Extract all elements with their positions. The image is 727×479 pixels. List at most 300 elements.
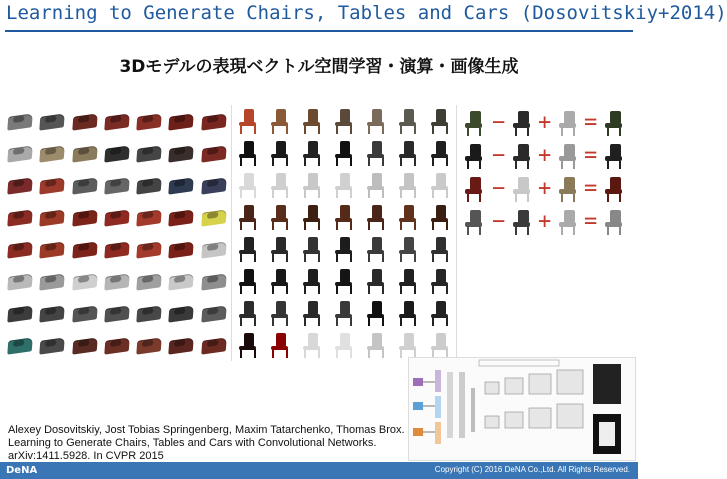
chair-leg [350, 285, 352, 294]
chair-leg [240, 285, 242, 294]
chair-leg [382, 285, 384, 294]
arithmetic-chair-image [600, 207, 628, 237]
chair-leg [368, 189, 370, 198]
car-shape [169, 305, 195, 323]
chair-leg [382, 349, 384, 358]
chair-back [340, 109, 350, 122]
chair-leg [432, 157, 434, 166]
chair-leg [619, 227, 621, 235]
chair-back [404, 237, 414, 250]
chair-thumbnail [232, 265, 264, 297]
chair-thumbnail [360, 265, 392, 297]
chair-leg [318, 349, 320, 358]
car-thumbnail [101, 329, 133, 361]
chair-back [372, 237, 382, 250]
chair-leg [561, 128, 563, 136]
chair-leg [414, 157, 416, 166]
chair-thumbnail [360, 105, 392, 137]
citation-authors: Alexey Dosovitskiy, Jost Tobias Springenberg, Maxim Tatarchenko, Thomas Brox. [8, 424, 405, 436]
car-shape [169, 241, 195, 259]
chair-leg [272, 189, 274, 198]
chair-leg [254, 221, 256, 230]
car-shape [7, 305, 33, 323]
chair-leg [254, 349, 256, 358]
car-shape [104, 305, 130, 323]
chair-leg [304, 189, 306, 198]
chair-leg [573, 194, 575, 202]
chair-leg [350, 349, 352, 358]
paper-citation [8, 424, 408, 463]
chair-back [244, 173, 254, 186]
car-thumbnail [4, 329, 36, 361]
chair-leg [272, 125, 274, 134]
car-thumbnail [69, 201, 101, 233]
chair-thumbnail [360, 169, 392, 201]
chair-thumbnail [296, 105, 328, 137]
car-thumbnail [36, 265, 68, 297]
chair-leg [414, 221, 416, 230]
rgb-output-image [593, 364, 621, 404]
chair-leg [286, 285, 288, 294]
chair-leg [382, 253, 384, 262]
chair-leg [400, 221, 402, 230]
chair-leg [527, 161, 529, 169]
chair-leg [240, 349, 242, 358]
chair-leg [467, 128, 469, 136]
chair-leg [382, 317, 384, 326]
chair-leg [414, 253, 416, 262]
chair-leg [286, 125, 288, 134]
chair-leg [446, 125, 448, 134]
chair-back [308, 269, 318, 282]
chair-thumbnail [360, 297, 392, 329]
chair-leg [400, 189, 402, 198]
car-shape [72, 113, 98, 131]
chair-leg [336, 221, 338, 230]
chair-back [404, 109, 414, 122]
upconv-blocks [485, 370, 583, 428]
chair-leg [432, 285, 434, 294]
chair-thumbnail [232, 329, 264, 361]
car-shape [72, 241, 98, 259]
chair-thumbnail [360, 137, 392, 169]
chair-leg [336, 189, 338, 198]
car-shape [169, 145, 195, 163]
car-thumbnail [4, 233, 36, 265]
car-thumbnail [133, 265, 165, 297]
arithmetic-chair-image [508, 207, 536, 237]
chair-leg [400, 253, 402, 262]
plus-operator: + [538, 143, 552, 168]
chair-leg [350, 317, 352, 326]
chair-thumbnail [424, 201, 456, 233]
chair-thumbnail [264, 201, 296, 233]
car-thumbnail [198, 233, 230, 265]
chair-leg [368, 253, 370, 262]
chair-leg [336, 157, 338, 166]
chair-leg [336, 125, 338, 134]
chair-back [404, 205, 414, 218]
fc-layers [423, 382, 435, 432]
dena-logo: DeNA [6, 465, 38, 476]
car-thumbnail [36, 329, 68, 361]
car-thumbnail [4, 297, 36, 329]
chair-thumbnail [264, 329, 296, 361]
chair-leg [272, 317, 274, 326]
chair-leg [414, 285, 416, 294]
car-shape [40, 177, 66, 195]
chair-leg [304, 157, 306, 166]
car-thumbnail [69, 137, 101, 169]
chair-leg [432, 253, 434, 262]
chair-leg [368, 349, 370, 358]
chair-back [276, 237, 286, 250]
chair-back [340, 173, 350, 186]
chair-leg [573, 161, 575, 169]
chair-thumbnail [360, 233, 392, 265]
arithmetic-chair-image [554, 207, 582, 237]
chair-thumbnail [296, 169, 328, 201]
chair-thumbnail [328, 169, 360, 201]
chair-back [404, 333, 414, 346]
chair-thumbnail [328, 297, 360, 329]
car-thumbnail [165, 137, 197, 169]
chair-leg [336, 285, 338, 294]
car-shape [40, 145, 66, 163]
chair-back [244, 301, 254, 314]
chair-leg [254, 157, 256, 166]
car-shape [7, 241, 33, 259]
chair-leg [382, 157, 384, 166]
car-thumbnail [101, 201, 133, 233]
arithmetic-chair-image [600, 174, 628, 204]
car-thumbnail [36, 105, 68, 137]
chair-leg [479, 128, 481, 136]
chair-leg [527, 227, 529, 235]
arithmetic-chair-image [460, 174, 488, 204]
copyright-notice: Copyright (C) 2016 DeNA Co.,Ltd. All Rights Reserved. [434, 465, 630, 474]
car-shape [136, 273, 162, 291]
car-thumbnail [198, 329, 230, 361]
chair-leg [573, 227, 575, 235]
chair-back [244, 333, 254, 346]
chair-back [276, 109, 286, 122]
chair-thumbnail [392, 169, 424, 201]
chair-leg [368, 221, 370, 230]
title-underline [5, 30, 633, 32]
chair-leg [400, 317, 402, 326]
chair-leg [479, 227, 481, 235]
chair-thumbnail [328, 265, 360, 297]
slide-title: Learning to Generate Chairs, Tables and Cars (Dosovitskiy+2014) [6, 2, 727, 24]
chair-back [340, 205, 350, 218]
chair-leg [400, 125, 402, 134]
chair-back [308, 109, 318, 122]
arithmetic-chair-image [508, 108, 536, 138]
chair-leg [350, 189, 352, 198]
car-shape [104, 273, 130, 291]
car-shape [7, 177, 33, 195]
car-thumbnail [101, 137, 133, 169]
car-shape [40, 113, 66, 131]
chair-back [308, 301, 318, 314]
slide-subtitle: 3Dモデルの表現ベクトル空間学習・演算・画像生成 [119, 57, 519, 77]
car-thumbnail [198, 169, 230, 201]
car-thumbnail [165, 105, 197, 137]
car-thumbnail [4, 137, 36, 169]
chair-leg [318, 221, 320, 230]
car-thumbnail [133, 137, 165, 169]
car-thumbnail [198, 137, 230, 169]
arithmetic-chair-image [554, 141, 582, 171]
chair-thumbnail [232, 233, 264, 265]
car-thumbnail [133, 201, 165, 233]
car-thumbnail [4, 169, 36, 201]
chair-back [308, 173, 318, 186]
chair-thumbnail [392, 297, 424, 329]
car-shape [72, 305, 98, 323]
car-shape [136, 241, 162, 259]
minus-operator: − [492, 209, 506, 234]
chair-leg [561, 194, 563, 202]
chair-leg [318, 189, 320, 198]
chair-back [404, 141, 414, 154]
chair-leg [304, 125, 306, 134]
chair-leg [304, 253, 306, 262]
chair-back [436, 301, 446, 314]
chair-leg [446, 317, 448, 326]
chair-back [308, 141, 318, 154]
car-shape [72, 145, 98, 163]
chair-back [372, 301, 382, 314]
arithmetic-chair-image [600, 108, 628, 138]
chair-leg [515, 194, 517, 202]
car-shape [104, 337, 130, 355]
chair-thumbnail [424, 169, 456, 201]
chair-thumbnail [424, 233, 456, 265]
plus-operator: + [538, 209, 552, 234]
chair-leg [607, 227, 609, 235]
chair-leg [318, 253, 320, 262]
chair-back [436, 173, 446, 186]
chair-leg [414, 189, 416, 198]
car-thumbnail [69, 233, 101, 265]
chair-thumbnail [296, 233, 328, 265]
chair-leg [527, 194, 529, 202]
chair-thumbnail [232, 137, 264, 169]
chair-leg [254, 317, 256, 326]
chair-leg [607, 194, 609, 202]
car-shape [40, 273, 66, 291]
car-shape [7, 145, 33, 163]
chair-back [436, 269, 446, 282]
chair-leg [350, 221, 352, 230]
chair-back [372, 205, 382, 218]
arithmetic-chair-image [460, 108, 488, 138]
car-shape [104, 177, 130, 195]
car-shape [7, 113, 33, 131]
chair-leg [304, 349, 306, 358]
chair-back [308, 333, 318, 346]
minus-operator: − [492, 143, 506, 168]
chair-thumbnail [232, 201, 264, 233]
chair-leg [286, 157, 288, 166]
chair-thumbnail [328, 105, 360, 137]
chair-leg [619, 128, 621, 136]
chair-leg [446, 253, 448, 262]
chair-leg [272, 253, 274, 262]
arithmetic-chair-image [460, 141, 488, 171]
car-thumbnail [36, 201, 68, 233]
car-shape [104, 145, 130, 163]
chair-back [340, 141, 350, 154]
car-thumbnail [101, 105, 133, 137]
car-shape [169, 273, 195, 291]
car-shape [201, 241, 227, 259]
chair-back [436, 333, 446, 346]
arithmetic-chair-image [554, 108, 582, 138]
arithmetic-chair-image [460, 207, 488, 237]
car-thumbnail [198, 201, 230, 233]
car-thumbnail [36, 233, 68, 265]
chair-leg [368, 317, 370, 326]
chair-leg [286, 189, 288, 198]
chair-leg [467, 161, 469, 169]
chair-thumbnail [392, 137, 424, 169]
chair-leg [336, 253, 338, 262]
car-thumbnail [36, 169, 68, 201]
chair-back [244, 205, 254, 218]
chairs-image-grid [231, 105, 457, 361]
chair-thumbnail [264, 297, 296, 329]
chair-leg [414, 125, 416, 134]
car-shape [136, 209, 162, 227]
car-thumbnail [69, 169, 101, 201]
chair-thumbnail [328, 233, 360, 265]
chair-back [372, 173, 382, 186]
chair-leg [515, 161, 517, 169]
chair-leg [382, 189, 384, 198]
chair-leg [368, 157, 370, 166]
chair-back [340, 237, 350, 250]
chair-leg [350, 253, 352, 262]
chair-leg [607, 161, 609, 169]
chair-leg [254, 189, 256, 198]
car-shape [169, 209, 195, 227]
chair-leg [350, 125, 352, 134]
chair-thumbnail [296, 265, 328, 297]
chair-thumbnail [264, 233, 296, 265]
car-shape [40, 337, 66, 355]
citation-title: Learning to Generate Chairs, Tables and Cars with Convolutional Networks. [8, 437, 377, 449]
chair-leg [350, 157, 352, 166]
chair-back [372, 109, 382, 122]
car-thumbnail [101, 169, 133, 201]
car-thumbnail [69, 297, 101, 329]
chair-leg [479, 194, 481, 202]
car-shape [201, 305, 227, 323]
chair-back [404, 173, 414, 186]
chair-leg [286, 253, 288, 262]
chair-leg [432, 125, 434, 134]
chair-leg [318, 125, 320, 134]
plus-operator: + [538, 176, 552, 201]
chair-back [340, 333, 350, 346]
chair-thumbnail [424, 265, 456, 297]
chair-thumbnail [360, 201, 392, 233]
chair-leg [382, 221, 384, 230]
input-block [413, 402, 423, 410]
car-shape [72, 177, 98, 195]
chair-leg [400, 157, 402, 166]
car-thumbnail [101, 297, 133, 329]
chair-back [244, 269, 254, 282]
car-thumbnail [165, 169, 197, 201]
chair-back [372, 269, 382, 282]
car-shape [7, 273, 33, 291]
chair-leg [286, 317, 288, 326]
car-thumbnail [133, 105, 165, 137]
chair-leg [240, 317, 242, 326]
car-thumbnail [133, 233, 165, 265]
chair-back [436, 109, 446, 122]
chair-back [308, 205, 318, 218]
chair-back [276, 141, 286, 154]
chair-back [276, 173, 286, 186]
chair-leg [432, 317, 434, 326]
car-shape [136, 177, 162, 195]
chair-thumbnail [232, 169, 264, 201]
input-block [413, 378, 423, 386]
minus-operator: − [492, 176, 506, 201]
chair-leg [515, 128, 517, 136]
chair-leg [336, 317, 338, 326]
car-thumbnail [69, 105, 101, 137]
chair-thumbnail [296, 297, 328, 329]
car-shape [136, 337, 162, 355]
chair-thumbnail [296, 137, 328, 169]
car-thumbnail [69, 265, 101, 297]
chair-leg [467, 227, 469, 235]
chair-back [276, 301, 286, 314]
chair-leg [254, 285, 256, 294]
arithmetic-chair-image [600, 141, 628, 171]
car-thumbnail [165, 265, 197, 297]
chair-leg [446, 189, 448, 198]
chair-back [404, 301, 414, 314]
chair-leg [240, 253, 242, 262]
chair-thumbnail [232, 105, 264, 137]
chair-back [340, 301, 350, 314]
chair-thumbnail [264, 169, 296, 201]
chair-leg [304, 317, 306, 326]
chair-leg [318, 285, 320, 294]
chair-thumbnail [264, 137, 296, 169]
chair-thumbnail [232, 297, 264, 329]
car-thumbnail [198, 297, 230, 329]
chair-back [404, 269, 414, 282]
chair-thumbnail [296, 329, 328, 361]
chair-leg [414, 317, 416, 326]
car-thumbnail [101, 233, 133, 265]
chair-back [436, 205, 446, 218]
car-shape [201, 177, 227, 195]
car-thumbnail [198, 265, 230, 297]
chair-thumbnail [360, 329, 392, 361]
chair-back [372, 333, 382, 346]
car-thumbnail [4, 105, 36, 137]
chair-leg [304, 221, 306, 230]
